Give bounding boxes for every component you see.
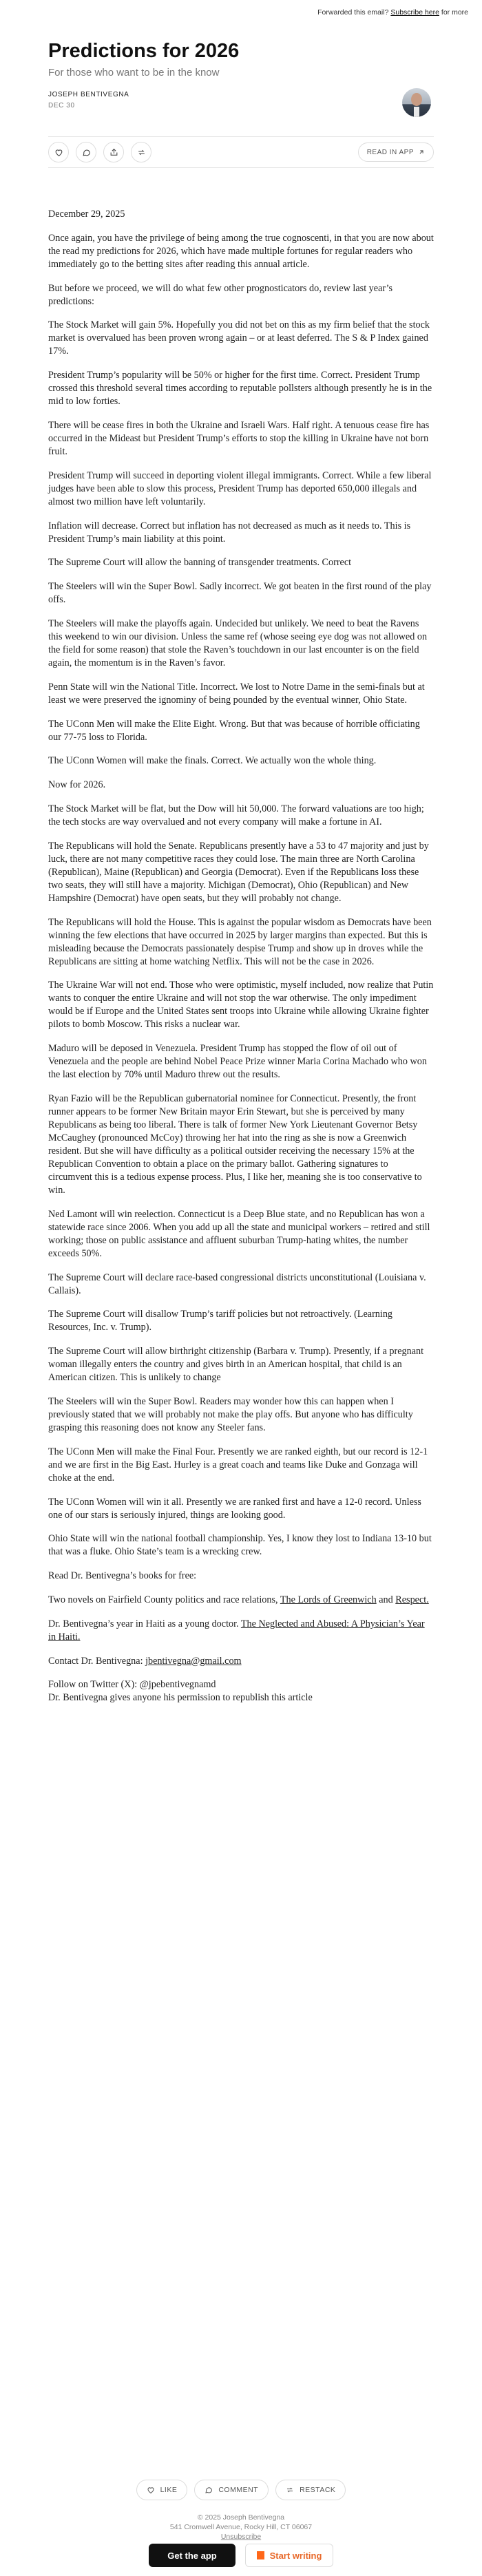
paragraph: The Supreme Court will declare race-based congressional districts unconstitutional (Louisiana v. Callais). (48, 1271, 426, 1296)
restack-button[interactable] (131, 142, 151, 162)
book-link-neglected-and-abused[interactable]: The Neglected and Abused: A Physician’s Year in Haiti. (48, 1618, 425, 1643)
copyright: © 2025 Joseph Bentivegna (197, 2513, 285, 2522)
paragraph: Ned Lamont will win reelection. Connecticut is a Deep Blue state, and no Republican has won a statewide race since 2006. When you add up all the state and municipal workers – retired and still working; those on public assistance and affluent suburban Trump-hating whites, the number exceeds 50%. (48, 1208, 430, 1259)
book-link-lords-of-greenwich[interactable]: The Lords of Greenwich (280, 1594, 377, 1605)
comment-icon (205, 2486, 213, 2494)
byline (48, 88, 434, 124)
paragraph: There will be cease fires in both the Ukraine and Israeli Wars. Half right. A tenuous cease fire has occurred in the Mideast but President Trump’s efforts to stop the killing in Ukraine have not born fruit. (48, 419, 430, 457)
email-link[interactable]: jbentivegna@gmail.com (145, 1655, 242, 1667)
contact-paragraph (48, 1655, 434, 1668)
paragraph: But before we proceed, we will do what few other prognosticators do, review last year’s predictions: (48, 282, 393, 307)
restack-icon (286, 2486, 294, 2494)
paragraph: The Stock Market will gain 5%. Hopefully you did not bet on this as my firm belief that the stock market is overvalued has been proven wrong again – or at least deferred. The S & P Index gained 17%. (48, 319, 430, 357)
get-the-app-button[interactable]: Get the app (149, 2544, 235, 2567)
read-in-app-button[interactable] (358, 142, 434, 162)
heart-icon (54, 148, 63, 157)
start-writing-label: Start writing (269, 2550, 322, 2561)
bottom-comment-button[interactable] (194, 2480, 269, 2500)
twitter-label: Follow on Twitter (X): (48, 1679, 140, 1691)
forwarded-text: Forwarded this email? (317, 8, 391, 17)
memoir-intro: Dr. Bentivegna’s year in Haiti as a young doctor. (48, 1618, 241, 1629)
unsubscribe-link[interactable]: Unsubscribe (220, 2533, 262, 2541)
paragraph: December 29, 2025 (48, 209, 125, 220)
comment-label: COMMENT (218, 2486, 259, 2494)
paragraph: The UConn Women will make the finals. Correct. We actually won the whole thing. (48, 755, 377, 767)
paragraph: Ohio State will win the national football championship. Yes, I know they lost to Indiana 13-10 but that was a fluke. Ohio State’s team is a wrecking crew. (48, 1533, 432, 1558)
paragraph: The Ukraine War will not end. Those who were optimistic, myself included, now realize that Putin wants to conquer the entire Ukraine and will not stop the war otherwise. The only impediment would be if Europe and the United States sent troops into Ukraine while allowing Ukraine fighter pilots to bomb Moscow. This risks a nuclear war. (48, 980, 434, 1031)
paragraph: The UConn Men will make the Final Four. Presently we are ranked eighth, but our record is 12-1 and we are first in the Big East. Hurley is a great coach and teams like Duke and Gonzaga will choke at the end. (48, 1446, 428, 1484)
paragraph: The Steelers will win the Super Bowl. Sadly incorrect. We got beaten in the first round of the play offs. (48, 581, 432, 606)
restack-label: RESTACK (300, 2486, 336, 2494)
bottom-actions (0, 2480, 482, 2500)
arrow-up-right-icon (418, 149, 425, 156)
paragraph: The Stock Market will be flat, but the Dow will hit 50,000. The forward valuations are too high; the tech stocks are way overvalued and not every company will make a fortune in AI. (48, 803, 424, 827)
substack-logo-icon (257, 2551, 264, 2559)
post-toolbar (48, 136, 434, 168)
books-intro: Two novels on Fairfield County politics and race relations, (48, 1594, 280, 1605)
paragraph: The Republicans will hold the Senate. Republicans presently have a 53 to 47 majority and just by luck, there are not many competitive races they could lose. The main three are North Carolina (Republican), Maine (Republican) and Georgia (Democrat). Even if the Republicans loss these two seats, they will still have a majority. Michigan (Democrat), Ohio (Republican) and New Hampshire (Democrat) have open seats, but they will probably not change. (48, 840, 429, 904)
author-name[interactable]: JOSEPH BENTIVEGNA (48, 91, 129, 98)
like-button[interactable] (48, 142, 69, 162)
app-row (0, 2544, 482, 2567)
contact-label: Contact Dr. Bentivegna: (48, 1655, 146, 1667)
subscribe-link[interactable]: Subscribe here (390, 8, 439, 17)
paragraph: President Trump’s popularity will be 50% or higher for the first time. Correct. President Trump crossed this threshold several times according to reputable pollsters although presently he is in the mid to low forties. (48, 370, 432, 408)
books-and: and (376, 1594, 396, 1605)
comment-button[interactable] (76, 142, 96, 162)
post-subtitle: For those who want to be in the know (48, 67, 220, 78)
twitter-handle: @jpebentivegnamd (139, 1679, 216, 1691)
books-paragraph (48, 1594, 434, 1607)
paragraph: Once again, you have the privilege of being among the true cognoscenti, in that you are now about the read my predictions for 2026, which have made multiple fortunes for regular readers who immediately go to the betting sites after reading this annual article. (48, 232, 434, 270)
book-link-respect[interactable]: Respect. (395, 1594, 429, 1605)
paragraph: The Republicans will hold the House. This is against the popular wisdom as Democrats have been winning the few elections that have occurred in 2025 by larger margins than expected. But this is misleading because the Democrats passionately despise Trump and show up in droves while the Republicans are sitting at home watching Netflix. This will not be the case in 2026. (48, 916, 432, 967)
share-button[interactable] (103, 142, 124, 162)
paragraph: The Steelers will win the Super Bowl. Readers may wonder how this can happen when I previously stated that we will probably not make the play offs. But anyone who has difficulty grasping this reasoning does not know any Steeler fans. (48, 1395, 413, 1433)
paragraph: President Trump will succeed in deporting violent illegal immigrants. Correct. While a few liberal judges have been able to slow this process, President Trump has deported 650,000 illegals and almost two million have left voluntarily. (48, 469, 432, 507)
memoir-paragraph (48, 1618, 434, 1644)
address: 541 Cromwell Avenue, Rocky Hill, CT 06067 (169, 2523, 313, 2531)
paragraph: The UConn Men will make the Elite Eight. Wrong. But that was because of horrible officiating our 77-75 loss to Florida. (48, 718, 420, 743)
paragraph: Penn State will win the National Title. Incorrect. We lost to Notre Dame in the semi-finals but at least we were preserved the ignominy of being pounded by the eventual winner, Ohio State. (48, 681, 425, 706)
post-title[interactable]: Predictions for 2026 (48, 40, 240, 62)
heart-icon (147, 2486, 155, 2494)
comment-icon (82, 148, 91, 157)
bottom-like-button[interactable] (136, 2480, 188, 2500)
post-container (0, 39, 482, 1704)
like-label: LIKE (160, 2486, 178, 2494)
paragraph: Now for 2026. (48, 779, 106, 791)
paragraph: The Supreme Court will disallow Trump’s tariff policies but not retroactively. (Learning Resources, Inc. v. Trump). (48, 1309, 393, 1333)
permission-line: Dr. Bentivegna gives anyone his permission to republish this article (48, 1692, 313, 1704)
post-date: DEC 30 (48, 102, 75, 109)
paragraph: The Steelers will make the playoffs again. Undecided but unlikely. We need to beat the Ravens this weekend to win our division. Unless the same ref (whose seeing eye dog was not allowed on the field for some reason) that stole the Raven’s touchdown in our last encounter is on the field again, the momentum is in the Raven’s favor. (48, 617, 428, 668)
paragraph: The UConn Women will win it all. Presently we are ranked first and have a 12-0 record. Unless one of our stars is seriously injured, things are looking good. (48, 1496, 421, 1521)
paragraph: The Supreme Court will allow birthright citizenship (Barbara v. Trump). Presently, if a pregnant woman illegally enters the country and gives birth in an American hospital, that child is an American citizen. This is unlikely to change (48, 1346, 424, 1384)
forwarded-notice (0, 0, 482, 19)
footer (0, 2513, 482, 2542)
start-writing-button[interactable] (245, 2544, 333, 2567)
read-in-app-label: READ IN APP (366, 148, 414, 156)
twitter-line (48, 1678, 434, 1691)
paragraph: Inflation will decrease. Correct but inflation has not decreased as much as it needs to. This is President Trump’s main liability at this point. (48, 520, 411, 545)
paragraph: Read Dr. Bentivegna’s books for free: (48, 1570, 197, 1582)
paragraph: Ryan Fazio will be the Republican gubernatorial nominee for Connecticut. Presently, the front runner appears to be former New Britain mayor Erin Stewart, but she is perceived by many Republicans as being too liberal. There is talk of former New York Lieutenant Governor Betsy McCaughey (pronounced McCoy) throwing her hat into the ring as she is now a Greenwich resident. But she will have difficulty as a political outsider receiving the necessary 15% at the Republican Convention to obtain a place on the primary ballot. Gathering signatures to circumvent this is a tedious expense process. Plus, I like her, meaning she is too conservative to win. (48, 1092, 422, 1196)
avatar[interactable] (402, 88, 431, 117)
forwarded-suffix: for more (439, 8, 468, 17)
bottom-restack-button[interactable] (275, 2480, 346, 2500)
article-body (48, 208, 434, 1704)
share-icon (109, 148, 118, 157)
paragraph: The Supreme Court will allow the banning of transgender treatments. Correct (48, 557, 352, 569)
restack-icon (137, 148, 146, 157)
paragraph: Maduro will be deposed in Venezuela. President Trump has stopped the flow of oil out of Venezuela and the people are behind Nobel Peace Prize winner Maria Corina Machado who won the last election by 70% until Maduro threw out the results. (48, 1043, 427, 1081)
